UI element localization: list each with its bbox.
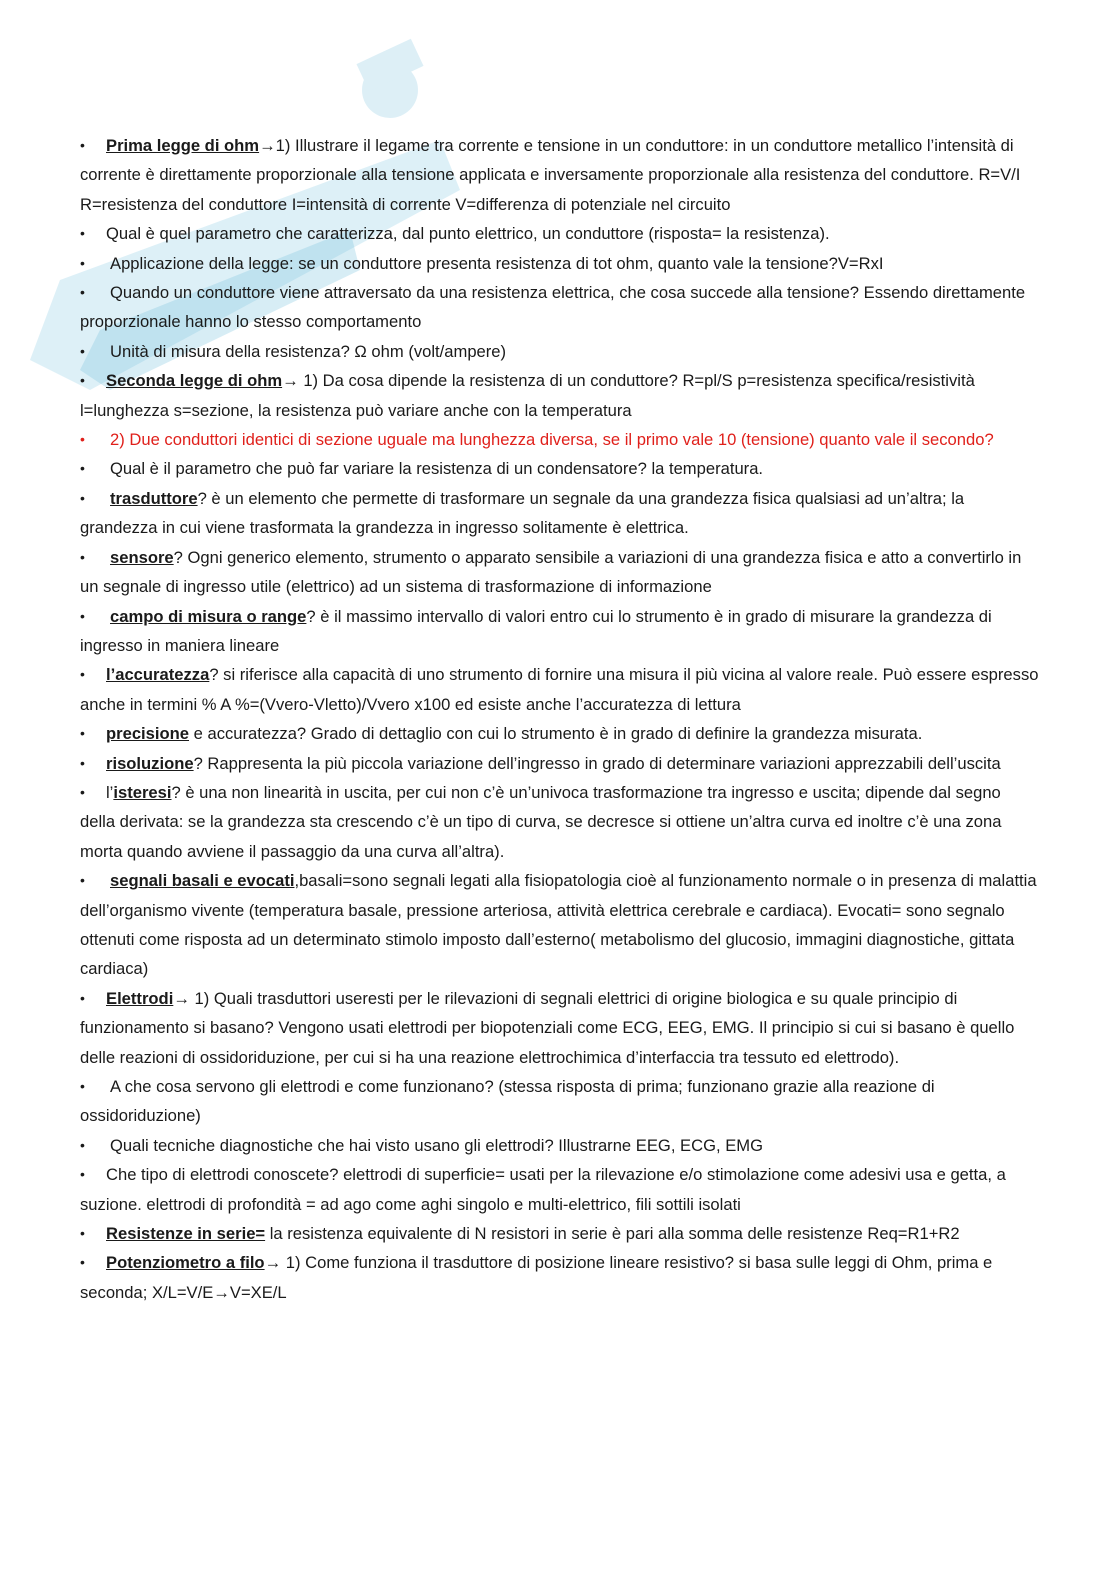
list-item: • Unità di misura della resistenza? Ω ohm (volt/ampere) bbox=[80, 341, 507, 361]
keyword: Prima legge di ohm bbox=[106, 136, 260, 155]
list-item: • sensore? Ogni generico elemento, strumento o apparato sensibile a variazioni di una grandezza fisica e atto a convertirlo in un segnale di ingresso utile (elettrico) ad un sistema di trasformazione di informazione bbox=[80, 547, 1022, 597]
keyword: segnali basali e evocati bbox=[110, 871, 295, 891]
list-item: • campo di misura o range? è il massimo intervallo di valori entro cui lo strumento è in grado di misurare la grandezza di ingresso in maniera lineare bbox=[80, 606, 992, 655]
keyword: Elettrodi bbox=[106, 988, 174, 1008]
list-item: • Applicazione della legge: se un conduttore presenta resistenza di tot ohm, quanto vale la tensione?V=RxI bbox=[80, 253, 884, 273]
keyword: Resistenze in serie= bbox=[106, 1224, 266, 1244]
list-item: • l’accuratezza? si riferisce alla capacità di uno strumento di fornire una misura il più vicina al valore reale. Può essere espresso anche in termini % A %=(Vvero-Vletto)/Vvero x100 ed esiste anche l’accuratezza di lettura bbox=[80, 665, 1039, 714]
list-item-highlighted: • 2) Due conduttori identici di sezione uguale ma lunghezza diversa, se il primo vale 10 (tensione) quanto vale il secondo? bbox=[80, 430, 994, 450]
keyword: risoluzione bbox=[106, 753, 194, 773]
list-item: • Potenziometro a filo→ 1) Come funziona il trasduttore di posizione lineare resistivo? si basa sulle leggi di Ohm, prima e seconda; X/L=V/E→V=XE/L bbox=[80, 1253, 993, 1302]
list-item: • Qual è quel parametro che caratterizza, dal punto elettrico, un conduttore (risposta= la resistenza). bbox=[80, 224, 830, 244]
list-item: • Seconda legge di ohm→ 1) Da cosa dipende la resistenza di un conduttore? R=pl/S p=resistenza specifica/resistività l=lunghezza s=sezione, la resistenza può variare anche con la temperatura bbox=[80, 371, 975, 420]
list-item: • l’isteresi? è una non linearità in uscita, per cui non c’è un’univoca trasformazione tra ingresso e uscita; dipende dal segno della derivata: se la grandezza sta crescendo c’è un tipo di curva, se decresce si ottiene un’altra curva ed inoltre c’è una zona morta quando avviene il passaggio da una curva all’altra). bbox=[80, 782, 1002, 861]
list-item: • Qual è il parametro che può far variare la resistenza di un condensatore? la temperatura. bbox=[80, 459, 764, 479]
list-item: • Quali tecniche diagnostiche che hai visto usano gli elettrodi? Illustrarne EEG, ECG, EMG bbox=[80, 1135, 764, 1155]
list-item: • Quando un conduttore viene attraversato da una resistenza elettrica, che cosa succede alla tensione? Essendo direttamente proporzionale hanno lo stesso comportamento bbox=[80, 283, 1026, 332]
keyword: l’accuratezza bbox=[106, 665, 210, 685]
keyword: campo di misura o range bbox=[110, 606, 307, 626]
list-item: • precisione e accuratezza? Grado di dettaglio con cui lo strumento è in grado di definire la grandezza misurata. bbox=[80, 724, 923, 744]
keyword: Seconda legge di ohm bbox=[106, 371, 283, 391]
keyword: precisione bbox=[106, 724, 190, 744]
list-item: • Prima legge di ohm→1) Illustrare il legame tra corrente e tensione in un conduttore: in un conduttore metallico l’intensità di corrente è direttamente proporzionale alla tensione applicata e inversamente proporzionale alla resistenza del conduttore. R=V/I R=resistenza del conduttore I=intensità di corrente V=differenza di potenziale nel circuito bbox=[80, 131, 1040, 219]
keyword: Potenziometro a filo bbox=[106, 1253, 265, 1273]
list-item: • segnali basali e evocati,basali=sono segnali legati alla fisiopatologia cioè al funzionamento normale o in presenza di malattia dell’organismo vivente (temperatura basale, pressione arteriosa, attività elettrica cerebrale e cardiaca). Evocati= sono segnalo ottenuti come risposta ad un determinato stimolo imposto dall’esterno( metabolismo del glucosio, immagini diagnostiche, gittata cardiaca) bbox=[80, 871, 1037, 979]
keyword: trasduttore bbox=[110, 488, 198, 508]
list-item: • trasduttore? è un elemento che permette di trasformare un segnale da una grandezza fisica qualsiasi ad un’altra; la grandezza in cui viene trasformata la grandezza in ingresso solitamente è elettrica. bbox=[80, 488, 965, 538]
bullet: • bbox=[80, 137, 85, 153]
keyword: sensore bbox=[110, 547, 174, 567]
list-item: • Resistenze in serie= la resistenza equivalente di N resistori in serie è pari alla somma delle resistenze Req=R1+R2 bbox=[80, 1224, 960, 1244]
list-item: • risoluzione? Rappresenta la più piccola variazione dell’ingresso in grado di determinare variazioni apprezzabili dell’uscita bbox=[80, 753, 1001, 773]
document-body bbox=[80, 131, 1040, 1307]
list-item: • A che cosa servono gli elettrodi e come funzionano? (stessa risposta di prima; funzionano grazie alla reazione di ossidoriduzione) bbox=[80, 1077, 935, 1126]
list-item: • Che tipo di elettrodi conoscete? elettrodi di superficie= usati per la rilevazione e/o stimolazione come adesivi usa e getta, a suzione. elettrodi di profondità = ad ago come aghi singolo e multi-elettrico, fili sottili isolati bbox=[80, 1165, 1006, 1214]
keyword: isteresi bbox=[113, 782, 172, 802]
list-item: • Elettrodi→ 1) Quali trasduttori useresti per le rilevazioni di segnali elettrici di origine biologica e su quale principio di funzionamento si basano? Vengono usati elettrodi per biopotenziali come ECG, EEG, EMG. Il principio si cui si basano è quello delle reazioni di ossidoriduzione, per cui si ha una reazione elettrochimica d’interfaccia tra tessuto ed elettrodo). bbox=[80, 988, 1015, 1067]
